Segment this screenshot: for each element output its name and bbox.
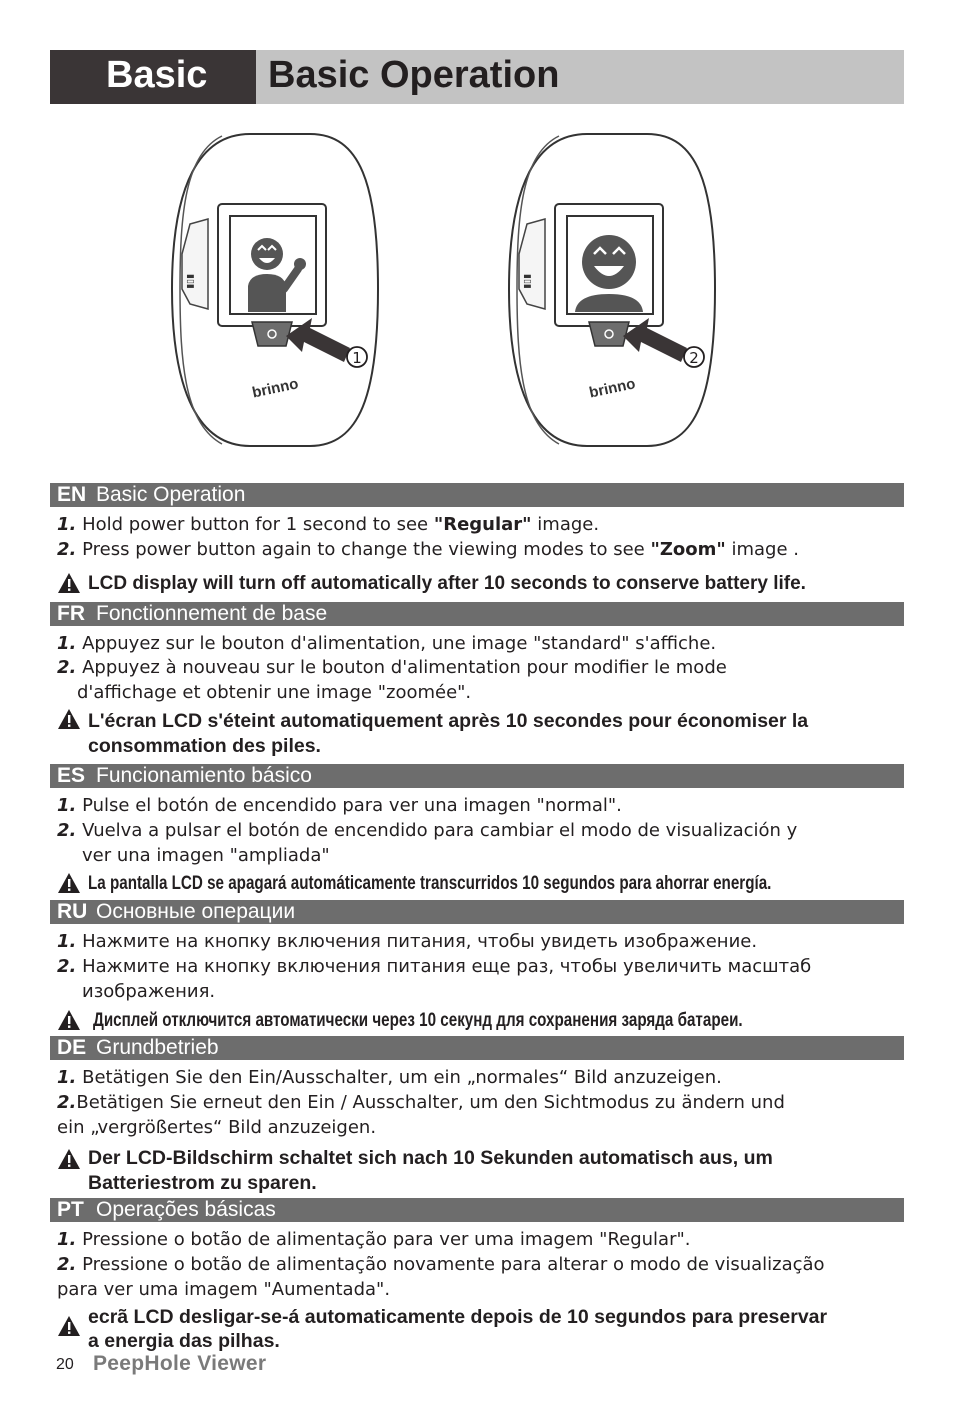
page-title-bar bbox=[256, 50, 904, 104]
warning-text: LCD display will turn off automatically after 10 seconds to conserve battery life. bbox=[88, 573, 806, 594]
step-2-cont: para ver uma imagem "Aumentada". bbox=[57, 1279, 391, 1300]
warning-icon bbox=[57, 708, 81, 730]
device-illustration-zoom bbox=[497, 124, 727, 459]
warning-text: La pantalla LCD se apagará automáticamente transcurridos 10 segundos para ahorrar energía. bbox=[88, 873, 772, 894]
lang-code: ES bbox=[57, 764, 86, 787]
warning-text: Дисплей отключится автоматически через 10 секунд для сохранения заряда батареи. bbox=[93, 1010, 743, 1031]
step-1: 1. Pressione o botão de alimentação para ver uma imagem "Regular". bbox=[57, 1229, 691, 1250]
step-2: 2. Pressione o botão de alimentação novamente para alterar o modo de visualização bbox=[57, 1254, 825, 1275]
warning-text-cont: consommation des piles. bbox=[88, 735, 321, 757]
brand-logo: brinno bbox=[250, 375, 300, 402]
warning-icon bbox=[57, 572, 81, 594]
lang-code: FR bbox=[57, 602, 85, 625]
step-2: 2. Appuyez à nouveau sur le bouton d'alimentation pour modifier le mode bbox=[57, 657, 727, 678]
warning-text: L'écran LCD s'éteint automatiquement après 10 secondes pour économiser la bbox=[88, 710, 809, 732]
warning-icon bbox=[57, 1009, 81, 1031]
svg-text:1: 1 bbox=[352, 349, 362, 367]
step-2: 2. Press power button again to change the viewing modes to see "Zoom" image . bbox=[57, 539, 799, 560]
section-header-es bbox=[50, 764, 904, 788]
device-illustration-regular bbox=[160, 124, 390, 459]
section-title: Grundbetrieb bbox=[96, 1036, 219, 1059]
step-2-cont: ein „vergrößertes“ Bild anzuzeigen. bbox=[57, 1117, 377, 1138]
product-logo: PeepHole Viewer bbox=[93, 1352, 267, 1375]
warning-text-cont: Batteriestrom zu sparen. bbox=[88, 1172, 317, 1194]
step-1: 1. Betätigen Sie den Ein/Ausschalter, um ein „normales“ Bild anzuzeigen. bbox=[57, 1067, 722, 1088]
step-2: 2. Vuelva a pulsar el botón de encendido para cambiar el modo de visualización y bbox=[57, 820, 798, 841]
section-header-fr bbox=[50, 602, 904, 626]
warning-icon bbox=[57, 1148, 81, 1170]
svg-text:2: 2 bbox=[689, 349, 699, 367]
svg-text:▮▯▮: ▮▯▮ bbox=[522, 274, 532, 289]
power-button-icon bbox=[589, 322, 629, 346]
page-title: Basic Operation bbox=[268, 54, 560, 96]
step-2-cont: изображения. bbox=[82, 981, 216, 1002]
section-header-en bbox=[50, 483, 904, 507]
section-title: Основные операции bbox=[96, 900, 296, 923]
step-2-cont: ver una imagen "ampliada" bbox=[82, 845, 330, 866]
step-1: 1. Hold power button for 1 second to see "Regular" image. bbox=[57, 514, 600, 535]
section-title: Operações básicas bbox=[96, 1198, 276, 1221]
warning-icon bbox=[57, 872, 81, 894]
warning-text: ecrã LCD desligar-se-á automaticamente depois de 10 segundos para preservar bbox=[88, 1306, 828, 1328]
power-button-icon bbox=[252, 322, 292, 346]
warning-text-cont: a energia das pilhas. bbox=[88, 1330, 280, 1352]
lang-code: PT bbox=[57, 1198, 84, 1221]
step-2-cont: d'affichage et obtenir une image "zoomée". bbox=[77, 682, 472, 703]
lang-code: DE bbox=[57, 1036, 87, 1059]
section-header-pt bbox=[50, 1198, 904, 1222]
svg-text:▮▯▮: ▮▯▮ bbox=[185, 274, 195, 289]
section-header-de bbox=[50, 1036, 904, 1060]
section-title: Funcionamiento básico bbox=[96, 764, 312, 787]
door-viewer-icon bbox=[509, 134, 715, 446]
step-1: 1. Appuyez sur le bouton d'alimentation, une image "standard" s'affiche. bbox=[57, 633, 717, 654]
chapter-tab bbox=[50, 50, 256, 104]
warning-icon bbox=[57, 1315, 81, 1337]
section-title: Basic Operation bbox=[96, 483, 246, 506]
lang-code: EN bbox=[57, 483, 87, 506]
step-1: 1. Pulse el botón de encendido para ver una imagen "normal". bbox=[57, 795, 622, 816]
step-2: 2.Betätigen Sie erneut den Ein / Ausschalter, um den Sichtmodus zu ändern und bbox=[57, 1092, 785, 1113]
section-title: Fonctionnement de base bbox=[96, 602, 328, 625]
section-header-ru bbox=[50, 900, 904, 924]
lang-code: RU bbox=[57, 900, 88, 923]
step-2: 2. Нажмите на кнопку включения питания еще раз, чтобы увеличить масштаб bbox=[57, 956, 812, 977]
step-1: 1. Нажмите на кнопку включения питания, чтобы увидеть изображение. bbox=[57, 931, 758, 952]
brand-logo: brinno bbox=[587, 375, 637, 402]
chapter-label: Basic bbox=[106, 54, 208, 96]
page-number: 20 bbox=[56, 1356, 74, 1373]
warning-text: Der LCD-Bildschirm schaltet sich nach 10 Sekunden automatisch aus, um bbox=[88, 1147, 773, 1169]
